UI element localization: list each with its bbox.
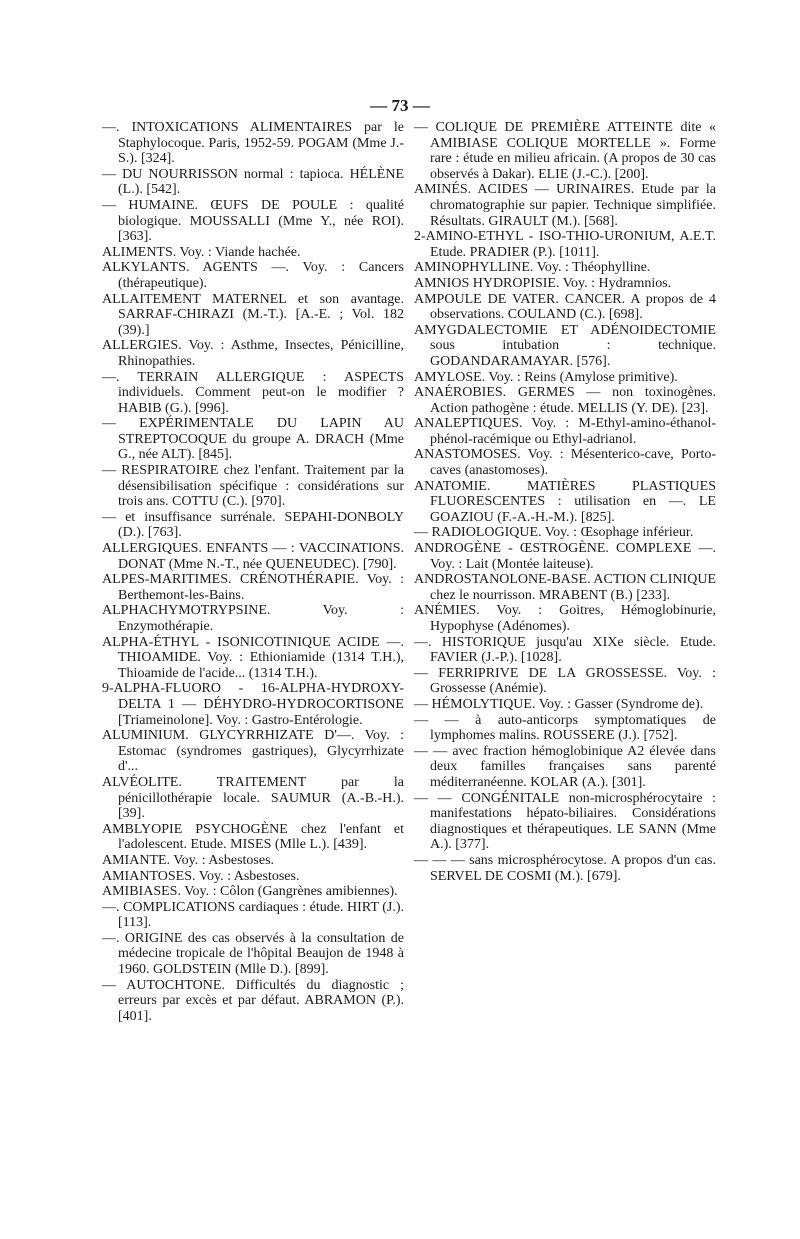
index-entry: AMIBIASES. Voy. : Côlon (Gangrènes amibiennes).: [102, 884, 398, 900]
index-entry: ANÉMIES. Voy. : Goitres, Hémoglobinurie, Hypophyse (Adénomes).: [414, 603, 716, 634]
index-entry: AMNIOS HYDROPISIE. Voy. : Hydramnios.: [414, 275, 672, 291]
left-column: [102, 120, 404, 1024]
index-entry: — FERRIPRIVE DE LA GROSSESSE. Voy. : Grossesse (Anémie).: [414, 665, 716, 697]
index-entry: AMPOULE DE VATER. CANCER. A propos de 4 observations. COULAND (C.). [698].: [414, 291, 716, 323]
index-entry: 9-ALPHA-FLUORO - 16-ALPHA-HYDROXY-DELTA 1 — DÉHYDRO-HYDROCORTISONE [Triameinolone]. Voy. : Gastro-Entérologie.: [102, 681, 404, 728]
index-entry: — — CONGÉNITALE non-microsphérocytaire : manifestations hépato-biliaires. Considérations diagnostiques et thérapeutiques. LE SANN (Mme A.). [377].: [414, 790, 716, 853]
index-entry: —. TERRAIN ALLERGIQUE : ASPECTS individuels. Comment peut-on le modifier ? HABIB (G.). [996].: [102, 369, 404, 416]
index-entry: ANATOMIE. MATIÈRES PLASTIQUES FLUORESCENTES : utilisation en —. LE GOAZIOU (F.-A.-H.-M.). [825].: [414, 478, 716, 525]
index-entry: AMYGDALECTOMIE ET ADÉNOIDECTOMIE sous intubation : technique. GODANDARAMAYAR. [576].: [414, 322, 716, 369]
index-entry: AMINOPHYLLINE. Voy. : Théophylline.: [414, 260, 651, 276]
index-entry: —. HISTORIQUE jusqu'au XIXe siècle. Etude. FAVIER (J.-P.). [1028].: [414, 634, 716, 666]
index-entry: — — avec fraction hémoglobinique A2 élevée dans deux familles françaises sans parenté méditerranéenne. KOLAR (A.). [301].: [414, 743, 716, 790]
index-entry: ALIMENTS. Voy. : Viande hachée.: [102, 244, 301, 260]
index-entry: ALLERGIES. Voy. : Asthme, Insectes, Pénicilline, Rhinopathies.: [102, 338, 404, 369]
index-entry: ALPHACHYMOTRYPSINE. Voy. : Enzymothérapie.: [102, 603, 404, 634]
index-entry: ALPHA-ÉTHYL - ISONICOTINIQUE ACIDE —. THIOAMIDE. Voy. : Ethioniamide (1314 T.H.), Thioamide de l'acide... (1314 T.H.).: [102, 634, 404, 681]
index-entry: ANDROSTANOLONE-BASE. ACTION CLINIQUE chez le nourrisson. MRABENT (B.) [233].: [414, 572, 716, 603]
index-entry: ALVÉOLITE. TRAITEMENT par la pénicillothérapie locale. SAUMUR (A.-B.-H.). [39].: [102, 774, 404, 822]
index-entry: AMBLYOPIE PSYCHOGÈNE chez l'enfant et l'adolescent. Etude. MISES (Mlle L.). [439].: [102, 821, 404, 853]
index-entry: —. INTOXICATIONS ALIMENTAIRES par le Staphylocoque. Paris, 1952-59. POGAM (Mme J.-S.). [324].: [102, 120, 404, 167]
index-entry: — et insuffisance surrénale. SEPAHI-DONBOLY (D.). [763].: [102, 509, 404, 541]
index-entry: ANALEPTIQUES. Voy. : M-Ethyl-amino-éthanol-phénol-racémique ou Ethyl-adrianol.: [414, 416, 716, 447]
index-entry: ALKYLANTS. AGENTS —. Voy. : Cancers (thérapeutique).: [102, 260, 404, 291]
index-entry: ALPES-MARITIMES. CRÉNOTHÉRAPIE. Voy. : Berthemont-les-Bains.: [102, 572, 404, 603]
index-entry: ANDROGÈNE - ŒSTROGÈNE. COMPLEXE —. Voy. : Lait (Montée laiteuse).: [414, 541, 716, 572]
page-number: — 73 —: [370, 96, 430, 115]
index-entry: 2-AMINO-ETHYL - ISO-THIO-URONIUM, A.E.T. Etude. PRADIER (P.). [1011].: [414, 229, 716, 260]
index-entry: — HUMAINE. ŒUFS DE POULE : qualité biologique. MOUSSALLI (Mme Y., née ROI). [363].: [102, 197, 404, 245]
index-entry: AMYLOSE. Voy. : Reins (Amylose primitive).: [414, 369, 678, 385]
index-entry: — — — sans microsphérocytose. A propos d'un cas. SERVEL DE COSMI (M.). [679].: [414, 852, 716, 884]
index-entry: ALLAITEMENT MATERNEL et son avantage. SARRAF-CHIRAZI (M.-T.). [A.-E. ; Vol. 182 (39).]: [102, 291, 404, 338]
index-entry: — DU NOURRISSON normal : tapioca. HÉLÈNE (L.). [542].: [102, 166, 404, 198]
index-entry: AMIANTE. Voy. : Asbestoses.: [102, 852, 275, 868]
index-entry: —. COMPLICATIONS cardiaques : étude. HIRT (J.). [113].: [102, 899, 404, 931]
index-entry: — EXPÉRIMENTALE DU LAPIN AU STREPTOCOQUE du groupe A. DRACH (Mme G., née ALT). [845].: [102, 416, 404, 463]
right-column: [414, 120, 716, 884]
index-entry: — HÉMOLYTIQUE. Voy. : Gasser (Syndrome de).: [414, 696, 704, 712]
index-entry: — — à auto-anticorps symptomatiques de lymphomes malins. ROUSSERE (J.). [752].: [414, 712, 716, 744]
index-entry: ANASTOMOSES. Voy. : Mésenterico-cave, Porto-caves (anastomoses).: [414, 447, 716, 479]
index-entry: AMINÉS. ACIDES — URINAIRES. Etude par la chromatographie sur papier. Technique simplifiée. Résultats. GIRAULT (M.). [568].: [414, 182, 716, 229]
index-entry: — RADIOLOGIQUE. Voy. : Œsophage inférieur.: [414, 525, 694, 541]
index-entry: AMIANTOSES. Voy. : Asbestoses.: [102, 868, 300, 884]
index-entry: ANAÉROBIES. GERMES — non toxinogènes. Action pathogène : étude. MELLIS (Y. DE). [23].: [414, 385, 716, 416]
index-entry: — COLIQUE DE PREMIÈRE ATTEINTE dite « AMIBIASE COLIQUE MORTELLE ». Forme rare : étude en milieu africain. (A propos de 30 cas observés à Dakar). ELIE (J.-C.). [200].: [414, 120, 716, 182]
index-entry: — AUTOCHTONE. Difficultés du diagnostic ; erreurs par excès et par défaut. ABRAMON (P.). [401].: [102, 977, 404, 1024]
index-entry: —. ORIGINE des cas observés à la consultation de médecine tropicale de l'hôpital Beaujon de 1948 à 1960. GOLDSTEIN (Mlle D.). [899].: [102, 930, 404, 978]
index-entry: — RESPIRATOIRE chez l'enfant. Traitement par la désensibilisation spécifique : considérations sur trois ans. COTTU (C.). [970].: [102, 463, 404, 510]
index-entry: ALLERGIQUES. ENFANTS — : VACCINATIONS. DONAT (Mme N.-T., née QUENEUDEC). [790].: [102, 541, 404, 572]
index-entry: ALUMINIUM. GLYCYRRHIZATE D'—. Voy. : Estomac (syndromes gastriques), Glycyrrhizate d'...: [102, 728, 404, 775]
